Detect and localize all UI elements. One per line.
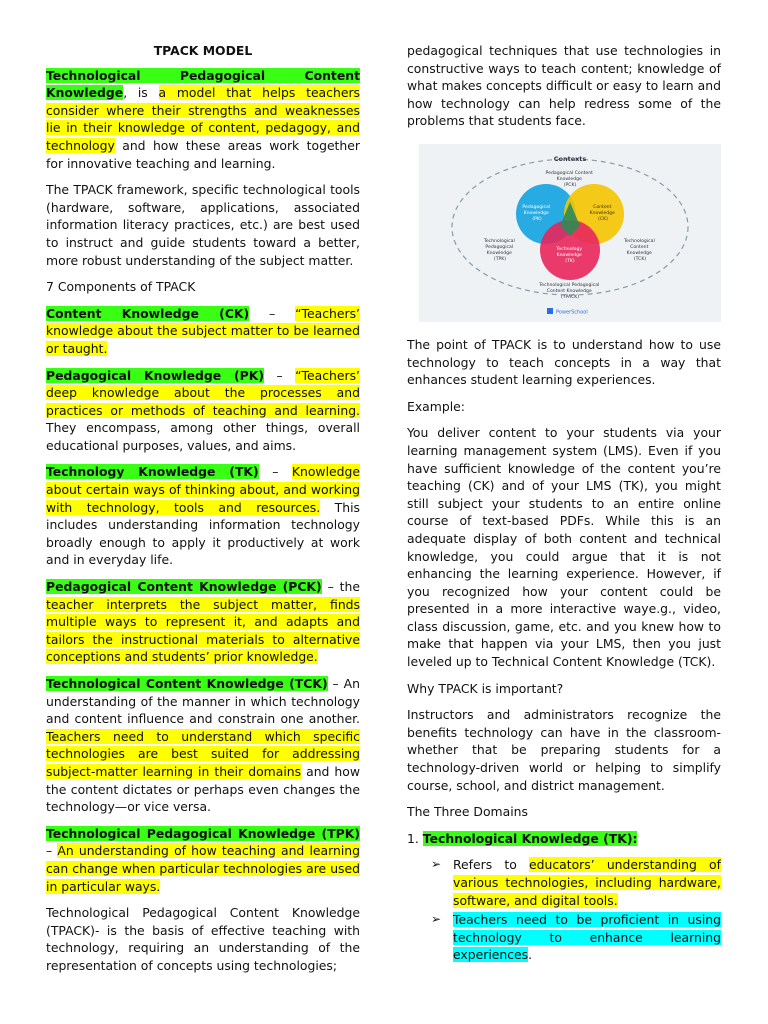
tpk-label	[483, 238, 516, 262]
tck-label-line: Technological	[623, 238, 655, 244]
components-heading: 7 Components of TPACK	[46, 279, 196, 295]
arrow-bullet-icon: ➢	[431, 857, 442, 872]
pck-label-line: Knowledge	[556, 176, 582, 182]
importance-paragraph: Instructors and administrators recognize the benefits technology can have in the classroom-whether that be preparing students for a technology-driven world or helping to simplify course, school, and district management.	[407, 707, 721, 793]
highlight-text: “Teachers’ deep knowledge about the processes and practices or methods of teaching and learning.	[46, 367, 360, 418]
left-column	[46, 42, 360, 984]
text: –	[258, 464, 292, 480]
text: –	[249, 305, 296, 321]
page-title: TPACK MODEL	[153, 43, 253, 58]
framework-paragraph: The TPACK framework, specific technological tools (hardware, software, applications, associated information literacy practices, etc.) are best used to instruct and guide students toward a better, more robust understanding of the subject matter.	[46, 182, 360, 268]
highlight-term: Technology Knowledge (TK)	[46, 464, 259, 480]
highlight-text: Teachers need to be proficient in using technology to enhance learning experiences	[453, 912, 721, 963]
why-heading: Why TPACK is important?	[407, 680, 564, 696]
text: This includes understanding information technology broadly enough to apply it productively at work and in everyday life.	[46, 499, 360, 568]
tpack-definition-paragraph: Technological Pedagogical Content Knowledge (TPACK)- is the basis of effective teaching with technology, requiring an understanding of the representation of concepts using technologies;	[46, 905, 360, 973]
highlight-text: teacher interprets the subject matter, finds multiple ways to represent it, and adapts and tailors the instructional materials to alternative conceptions and students’ prior knowledge.	[46, 596, 360, 665]
component-tck	[46, 675, 360, 816]
highlight-term: Technological Content Knowledge (TCK)	[46, 676, 328, 691]
arrow-bullet-icon: ➢	[431, 912, 442, 927]
highlight-text: An understanding of how teaching and learning can change when particular technologies are used in particular ways.	[46, 843, 360, 894]
text: Refers to	[453, 857, 529, 873]
highlight-text: Knowledge about certain ways of thinking about, and working with technology, tools and resources.	[46, 464, 360, 515]
continued-paragraph: pedagogical techniques that use technologies in constructive ways to teach content; knowledge of what makes concepts difficult or easy to learn and how technology can help redress some of the problems that students face.	[407, 43, 721, 129]
text: and how the content dictates or perhaps even changes the technology—or vice versa.	[46, 763, 360, 815]
domain-1-bullets	[431, 856, 721, 964]
text: –	[264, 367, 296, 383]
pk-label-line: Knowledge	[523, 210, 549, 216]
text: They encompass, among other things, overall educational purposes, values, and aims.	[46, 420, 360, 453]
component-pck	[46, 578, 360, 666]
component-pk	[46, 367, 360, 455]
pk-label-line: (PK)	[532, 216, 542, 222]
highlight-term: Pedagogical Knowledge (PK)	[46, 367, 265, 383]
tpk-label-line: Technological	[483, 238, 515, 244]
text: – the	[321, 579, 360, 595]
tpack-label-line: Content Knowledge	[546, 288, 592, 294]
pck-label-line: Pedagogical Content	[545, 170, 593, 176]
highlight-text: educators’ understanding of various technologies, including hardware, software, and digital tools.	[453, 857, 721, 908]
highlight-term: Content Knowledge (CK)	[46, 305, 250, 321]
tk-label-line: (TK)	[565, 258, 575, 264]
tpk-label-line: (TPK)	[493, 256, 507, 262]
text: 1.	[407, 830, 423, 846]
intro-paragraph	[46, 67, 360, 173]
tck-label-line: Content	[630, 244, 649, 250]
list-item	[431, 856, 721, 909]
text: and how these areas work together for innovative teaching and learning.	[46, 137, 360, 171]
bullet-text	[453, 856, 721, 909]
contexts-label: Contexts	[553, 154, 587, 163]
highlight-text: a model that helps teachers consider where their strengths and weaknesses lie in their knowledge of content, pedagogy, and technology	[46, 85, 360, 153]
text: , is	[123, 85, 148, 101]
example-paragraph: You deliver content to your students via your learning management system (LMS). Even if you have sufficient knowledge of the content you’re teaching (CK) and of your LMS (TK), you might still subject your students to an entire online course of text-based PDFs. While this is an adequate display of both content and technical knowledge, you could argue that it is not enhancing the learning experience. However, if you recognized how your content could be presented in a more interactive waye.g., video, class discussion, game, etc. and you knew how to make that happen via your LMS, then you just leveled up to Technical Content Knowledge (TCK).	[407, 425, 721, 670]
bullet-text	[453, 911, 721, 964]
tck-label	[623, 238, 656, 262]
powerschool-logo-icon	[547, 308, 553, 314]
ck-label-line: Content	[593, 204, 612, 210]
text: –	[46, 843, 58, 859]
highlight-text: Teachers need to understand which specific technologies are best suited for addressing subject-matter learning in their domains	[46, 728, 360, 779]
tpack-label-line: Technological Pedagogical	[539, 282, 600, 288]
tpack-label	[538, 282, 601, 300]
venn-svg	[419, 144, 721, 322]
pk-label-line: Pedagogical	[522, 204, 551, 210]
ck-label-line: (CK)	[598, 216, 608, 222]
text: .	[528, 947, 533, 963]
list-item	[431, 911, 721, 964]
tpk-label-line: Pedagogical	[485, 244, 514, 250]
tpk-label-line: Knowledge	[486, 250, 512, 256]
component-ck	[46, 305, 360, 358]
tpack-label-line: (TPACK)	[560, 294, 580, 300]
highlight-term: Technological Pedagogical Content Knowledge	[46, 67, 360, 101]
tck-label-line: (TCK)	[633, 256, 647, 262]
component-tk	[46, 463, 360, 569]
tpack-point-paragraph: The point of TPACK is to understand how to use technology to teach concepts in a way that enhances student learning experiences.	[407, 336, 721, 388]
text: – An understanding of the manner in which technology and content influence and constrain one another.	[46, 676, 360, 727]
example-heading: Example:	[407, 398, 465, 414]
highlight-term: Pedagogical Content Knowledge (PCK)	[46, 579, 322, 595]
highlight-term: Technological Pedagogical Knowledge (TPK)	[46, 825, 360, 841]
tk-label-line: Knowledge	[556, 252, 582, 258]
tpack-venn-diagram	[419, 144, 721, 322]
domains-heading: The Three Domains	[407, 804, 528, 820]
highlight-term: Technological Knowledge (TK):	[422, 830, 638, 846]
pck-label-line: (PCK)	[563, 182, 577, 188]
highlight-text: “Teachers’ knowledge about the subject matter to be learned or taught.	[46, 305, 360, 356]
tck-label-line: Knowledge	[626, 250, 652, 256]
brand-label: PowerSchool	[556, 309, 588, 316]
component-tpk	[46, 825, 360, 895]
right-column	[407, 42, 721, 966]
domain-1-heading	[407, 830, 721, 848]
ck-label-line: Knowledge	[589, 210, 615, 216]
tk-label-line: Technology	[556, 246, 583, 252]
